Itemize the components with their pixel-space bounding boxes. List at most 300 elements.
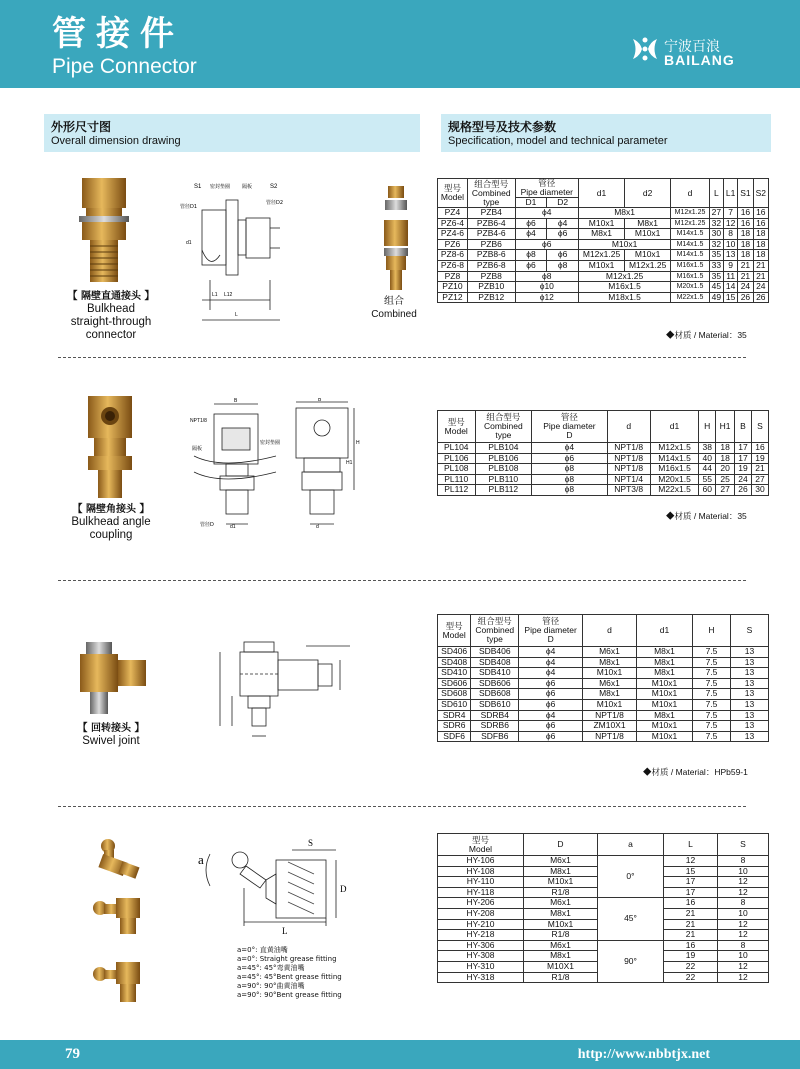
section-divider bbox=[58, 806, 746, 807]
table-cell: M12x1.25 bbox=[671, 208, 710, 219]
table2-header-s: S bbox=[751, 411, 768, 443]
table-cell: SDB410 bbox=[471, 668, 519, 679]
table-row bbox=[438, 940, 769, 951]
table4-header-s: S bbox=[718, 834, 769, 856]
table-cell: 45 bbox=[709, 282, 723, 293]
table-cell: SDB606 bbox=[471, 678, 519, 689]
table-row bbox=[438, 218, 769, 229]
table-cell: 21 bbox=[664, 908, 718, 919]
table-cell: 19 bbox=[751, 453, 768, 464]
table2-header-d1: d1 bbox=[650, 411, 698, 443]
website-link[interactable]: http://www.nbbtjx.net bbox=[577, 1047, 710, 1062]
table-cell: ϕ6 bbox=[515, 218, 547, 229]
right-section-title-en: Specification, model and technical parameter bbox=[448, 135, 668, 147]
table-row bbox=[438, 292, 769, 303]
table-cell: ϕ10 bbox=[515, 282, 578, 293]
table-row bbox=[438, 474, 769, 485]
table-cell: PZB8 bbox=[467, 271, 515, 282]
table-cell: SDB406 bbox=[471, 647, 519, 658]
table-cell: 32 bbox=[709, 239, 723, 250]
table-row bbox=[438, 485, 769, 496]
table-cell: ϕ6 bbox=[519, 731, 583, 742]
table1-header-l1: L1 bbox=[724, 179, 738, 208]
dim-label-seal: 密封垫圈 bbox=[210, 184, 231, 190]
table-cell: M8x1 bbox=[637, 668, 693, 679]
table3-header-d: d bbox=[583, 615, 637, 647]
table-row bbox=[438, 668, 769, 679]
dim-label-l-4: L bbox=[282, 926, 288, 936]
table-cell: 60 bbox=[699, 485, 716, 496]
table-cell: 27 bbox=[709, 208, 723, 219]
table-cell: SDRB4 bbox=[471, 710, 519, 721]
table-cell: HY-208 bbox=[438, 908, 524, 919]
table-cell: SDFB6 bbox=[471, 731, 519, 742]
dim-label-s1: S1 bbox=[194, 184, 202, 190]
dim-label-d-2: d bbox=[316, 524, 319, 530]
table-cell: ϕ4 bbox=[519, 657, 583, 668]
table2-header-combined: 组合型号 Combined type bbox=[475, 411, 532, 443]
table-cell: 7.5 bbox=[693, 678, 731, 689]
table3-header-combined: 组合型号 Combined type bbox=[471, 615, 519, 647]
dim-label-dd1: d1 bbox=[186, 240, 192, 246]
table-cell: M10x1 bbox=[637, 721, 693, 732]
table-cell: ϕ8 bbox=[532, 474, 607, 485]
product2-name-cn: 【 隔壁角接头 】 bbox=[72, 504, 150, 515]
table-cell: M8x1 bbox=[524, 866, 598, 877]
table-cell: 7.5 bbox=[693, 731, 731, 742]
table-cell: 7.5 bbox=[693, 689, 731, 700]
table-cell: 13 bbox=[731, 647, 769, 658]
table-row bbox=[438, 721, 769, 732]
table-cell: 9 bbox=[724, 260, 738, 271]
table-cell: 18 bbox=[753, 250, 768, 261]
table-cell: SDRB6 bbox=[471, 721, 519, 732]
table1-header-s1: S1 bbox=[738, 179, 753, 208]
table-cell: M10x1 bbox=[637, 689, 693, 700]
table-cell: HY-308 bbox=[438, 951, 524, 962]
table-cell: SD606 bbox=[438, 678, 471, 689]
table2-material-note: ◆材质 / Material：35 bbox=[666, 511, 747, 521]
table-cell: 7.5 bbox=[693, 699, 731, 710]
table-cell: NPT1/8 bbox=[607, 464, 650, 475]
table-cell: 8 bbox=[718, 898, 769, 909]
product2-name-en-1: Bulkhead angle bbox=[71, 516, 151, 528]
table-cell: M8x1 bbox=[583, 657, 637, 668]
product1-name-en-1: Bulkhead bbox=[87, 303, 135, 315]
product3-name-cn: 【 回转接头 】 bbox=[77, 723, 145, 734]
table-cell: 32 bbox=[709, 218, 723, 229]
table-cell: 26 bbox=[753, 292, 768, 303]
product2-caption bbox=[56, 503, 166, 542]
table-cell: 21 bbox=[738, 260, 753, 271]
brand-en: BAILANG bbox=[664, 52, 735, 68]
table-cell: PLB108 bbox=[475, 464, 532, 475]
table3-header-model: 型号 Model bbox=[438, 615, 471, 647]
table-row bbox=[438, 464, 769, 475]
table-cell: M8x1 bbox=[524, 951, 598, 962]
table1-header-l: L bbox=[709, 179, 723, 208]
table3-header-pipe: 管径 Pipe diameter D bbox=[519, 615, 583, 647]
table-row bbox=[438, 898, 769, 909]
header-title-cn: 管接件 bbox=[52, 14, 184, 54]
table-cell: PL104 bbox=[438, 443, 476, 454]
table-cell: ϕ8 bbox=[515, 250, 547, 261]
table-cell: ϕ6 bbox=[519, 699, 583, 710]
product3-caption bbox=[56, 722, 166, 748]
table-row bbox=[438, 239, 769, 250]
table1-header-d2: d2 bbox=[625, 179, 671, 208]
table-cell: M20x1.5 bbox=[650, 474, 698, 485]
table-cell: PLB112 bbox=[475, 485, 532, 496]
table-cell: HY-310 bbox=[438, 961, 524, 972]
table-cell: 11 bbox=[724, 271, 738, 282]
table1-header-model: 型号 Model bbox=[438, 179, 468, 208]
dim-label-partition: 隔板 bbox=[242, 184, 253, 190]
table-cell: SDB608 bbox=[471, 689, 519, 700]
right-section-title-cn: 规格型号及技术参数 bbox=[448, 120, 557, 134]
dim-label-s-4: S bbox=[308, 838, 314, 848]
table-cell: M10X1 bbox=[524, 961, 598, 972]
table-cell: ϕ6 bbox=[547, 250, 579, 261]
table-cell: 8 bbox=[718, 940, 769, 951]
combined-cn: 组合 bbox=[384, 296, 404, 307]
note-line: a=45°: 45°Bent grease fitting bbox=[237, 973, 342, 981]
bulkhead-straight-drawing bbox=[180, 180, 290, 330]
table-cell: PL108 bbox=[438, 464, 476, 475]
table-cell: 18 bbox=[738, 250, 753, 261]
note-line: a=45°: 45°弯黄油嘴 bbox=[237, 964, 305, 972]
dim-label-d1: 管径D1 bbox=[180, 204, 198, 210]
table-cell: SDB408 bbox=[471, 657, 519, 668]
table-cell: 18 bbox=[738, 239, 753, 250]
table-row bbox=[438, 260, 769, 271]
table-cell: 26 bbox=[735, 485, 752, 496]
product3-name-en-1: Swivel joint bbox=[82, 735, 140, 747]
grease-fitting-drawing bbox=[196, 830, 356, 942]
table-cell: 24 bbox=[753, 282, 768, 293]
table1-header-d1: d1 bbox=[578, 179, 624, 208]
table1-header-pipe: 管径 Pipe diameter bbox=[515, 179, 578, 198]
bailang-logo-icon bbox=[630, 34, 660, 64]
left-section-header bbox=[44, 114, 420, 152]
spec-table-2 bbox=[437, 410, 769, 496]
table-cell: ϕ6 bbox=[519, 678, 583, 689]
table-cell: M16x1.5 bbox=[671, 260, 710, 271]
table-cell: 25 bbox=[716, 474, 735, 485]
table-cell: PZ4 bbox=[438, 208, 468, 219]
table-cell: 18 bbox=[716, 453, 735, 464]
table-cell: 21 bbox=[664, 930, 718, 941]
table-cell: 7.5 bbox=[693, 668, 731, 679]
table-cell: 49 bbox=[709, 292, 723, 303]
section-divider bbox=[58, 580, 746, 581]
table-cell: HY-118 bbox=[438, 887, 524, 898]
table-cell: 18 bbox=[753, 239, 768, 250]
table4-header-d: D bbox=[524, 834, 598, 856]
note-line: a=90°: 90°Bent grease fitting bbox=[237, 991, 342, 999]
table-cell: 15 bbox=[664, 866, 718, 877]
table-cell: 12 bbox=[718, 930, 769, 941]
table-cell: M8x1 bbox=[583, 689, 637, 700]
table-cell: PZB4-6 bbox=[467, 229, 515, 240]
table-cell: 10 bbox=[724, 239, 738, 250]
combined-connector-photo bbox=[382, 184, 410, 292]
table-cell: ϕ8 bbox=[547, 260, 579, 271]
dim-label-b-side: B bbox=[318, 398, 322, 403]
table-cell: PZB10 bbox=[467, 282, 515, 293]
table-cell: PZB12 bbox=[467, 292, 515, 303]
table-cell: ϕ6 bbox=[547, 229, 579, 240]
table-cell: M22x1.5 bbox=[650, 485, 698, 496]
dim-label-b: B bbox=[234, 398, 238, 404]
table-cell: SDB610 bbox=[471, 699, 519, 710]
table-cell: ϕ4 bbox=[519, 710, 583, 721]
table-row bbox=[438, 731, 769, 742]
table-cell: M6x1 bbox=[524, 898, 598, 909]
table-cell: 21 bbox=[738, 271, 753, 282]
table-cell: NPT1/8 bbox=[607, 443, 650, 454]
table-cell: ϕ6 bbox=[519, 689, 583, 700]
table-cell: NPT1/4 bbox=[607, 474, 650, 485]
table-cell: 22 bbox=[664, 961, 718, 972]
table-cell: M16x1.5 bbox=[650, 464, 698, 475]
table-cell: M12x1.5 bbox=[650, 443, 698, 454]
combined-caption bbox=[362, 295, 426, 321]
table3-header-s: S bbox=[731, 615, 769, 647]
table-cell: 16 bbox=[738, 208, 753, 219]
table-cell: SDR6 bbox=[438, 721, 471, 732]
dim-label-seal-2: 密封垫圈 bbox=[260, 440, 281, 446]
dim-label-l1: L1 bbox=[212, 292, 218, 298]
table-cell: 8 bbox=[724, 229, 738, 240]
dim-label-d1-2: d1 bbox=[230, 524, 236, 530]
table-cell: PZ8-6 bbox=[438, 250, 468, 261]
table-cell: M22x1.5 bbox=[671, 292, 710, 303]
table-cell: ϕ4 bbox=[547, 218, 579, 229]
table-cell: M16x1.5 bbox=[671, 271, 710, 282]
table-cell: SD410 bbox=[438, 668, 471, 679]
table-cell: M14x1.5 bbox=[650, 453, 698, 464]
table1-header-combined: 组合型号 Combined type bbox=[467, 179, 515, 208]
table-cell: 21 bbox=[751, 464, 768, 475]
table-cell: HY-206 bbox=[438, 898, 524, 909]
table-cell: 16 bbox=[753, 208, 768, 219]
table-cell: NPT1/8 bbox=[583, 710, 637, 721]
table-cell: M8x1 bbox=[578, 229, 624, 240]
table-cell: ϕ4 bbox=[515, 229, 547, 240]
table-cell: ϕ6 bbox=[515, 260, 547, 271]
table-cell: ϕ8 bbox=[532, 485, 607, 496]
table-cell: M10x1 bbox=[578, 218, 624, 229]
spec-table-3 bbox=[437, 614, 769, 742]
table-cell: HY-306 bbox=[438, 940, 524, 951]
note-line: a=0°: 直黄油嘴 bbox=[237, 946, 288, 954]
dim-label-l12: L12 bbox=[224, 292, 233, 298]
table-cell: PL110 bbox=[438, 474, 476, 485]
table-cell: 16 bbox=[751, 443, 768, 454]
table-cell: M10x1 bbox=[583, 668, 637, 679]
page-footer bbox=[0, 1040, 800, 1069]
table-cell: PZB4 bbox=[467, 208, 515, 219]
table-cell: PZ8 bbox=[438, 271, 468, 282]
table-cell: M16x1.5 bbox=[578, 282, 670, 293]
table-cell: 13 bbox=[731, 699, 769, 710]
table-cell: 12 bbox=[724, 218, 738, 229]
table-row bbox=[438, 250, 769, 261]
table-cell: 7 bbox=[724, 208, 738, 219]
table-cell: 7.5 bbox=[693, 647, 731, 658]
combined-en: Combined bbox=[371, 309, 417, 320]
product1-caption bbox=[56, 290, 166, 342]
table1-header-d: d bbox=[671, 179, 710, 208]
table-cell: M10x1 bbox=[625, 250, 671, 261]
table-cell: SD408 bbox=[438, 657, 471, 668]
table-cell: M6x1 bbox=[583, 647, 637, 658]
table-cell: 16 bbox=[664, 940, 718, 951]
90-grease-fitting-icon bbox=[93, 962, 140, 1002]
table-cell: PZB6-4 bbox=[467, 218, 515, 229]
table-cell: 13 bbox=[731, 678, 769, 689]
table-cell: 18 bbox=[738, 229, 753, 240]
table-cell: 24 bbox=[735, 474, 752, 485]
table-cell: 44 bbox=[699, 464, 716, 475]
table-row bbox=[438, 229, 769, 240]
bulkhead-straight-connector-photo bbox=[76, 176, 132, 288]
note-line: a=0°: Straight grease fitting bbox=[237, 955, 337, 963]
table-cell: M6x1 bbox=[524, 940, 598, 951]
table-cell: 16 bbox=[753, 218, 768, 229]
table1-header-pipe-d2: D2 bbox=[547, 198, 579, 208]
table-cell: SD406 bbox=[438, 647, 471, 658]
table-cell: 20 bbox=[716, 464, 735, 475]
angle-cell: 45° bbox=[598, 898, 664, 940]
table-cell: M12x1.25 bbox=[625, 260, 671, 271]
table-cell: M10x1 bbox=[637, 699, 693, 710]
table-cell: M12x1.25 bbox=[578, 250, 624, 261]
table-cell: 12 bbox=[718, 972, 769, 983]
table-cell: M6x1 bbox=[524, 856, 598, 867]
table-cell: SDR4 bbox=[438, 710, 471, 721]
table-cell: ZM10X1 bbox=[583, 721, 637, 732]
table-cell: 55 bbox=[699, 474, 716, 485]
table-cell: PZB8-6 bbox=[467, 250, 515, 261]
table3-material-note: ◆材质 / Material：HPb59-1 bbox=[643, 767, 748, 777]
table-row bbox=[438, 453, 769, 464]
table-cell: PZ12 bbox=[438, 292, 468, 303]
table-cell: 26 bbox=[738, 292, 753, 303]
spec-table-1 bbox=[437, 178, 769, 303]
table-cell: 13 bbox=[731, 668, 769, 679]
table-cell: M8x1 bbox=[637, 710, 693, 721]
table-cell: ϕ6 bbox=[515, 239, 578, 250]
table-cell: M12x1.25 bbox=[671, 218, 710, 229]
table-cell: 13 bbox=[731, 657, 769, 668]
table-cell: PZB6 bbox=[467, 239, 515, 250]
right-section-header bbox=[441, 114, 771, 152]
table-cell: M14x1.5 bbox=[671, 229, 710, 240]
table-cell: 17 bbox=[664, 887, 718, 898]
dim-label-h1: H1 bbox=[346, 460, 353, 466]
table-cell: 17 bbox=[735, 443, 752, 454]
table-cell: HY-106 bbox=[438, 856, 524, 867]
table-cell: SD608 bbox=[438, 689, 471, 700]
table2-header-pipe: 管径 Pipe diameter D bbox=[532, 411, 607, 443]
table-cell: 14 bbox=[724, 282, 738, 293]
table-cell: PZ6-4 bbox=[438, 218, 468, 229]
dim-label-partition-2: 隔板 bbox=[192, 446, 203, 452]
bulkhead-angle-drawing bbox=[186, 398, 362, 536]
table-cell: NPT1/8 bbox=[583, 731, 637, 742]
table2-header-h: H bbox=[699, 411, 716, 443]
product1-name-en-2: straight-through bbox=[70, 316, 152, 328]
table-cell: M14x1.5 bbox=[671, 239, 710, 250]
table-cell: M8x1 bbox=[524, 908, 598, 919]
table-cell: ϕ8 bbox=[532, 464, 607, 475]
table-cell: M20x1.5 bbox=[671, 282, 710, 293]
table-cell: R1/8 bbox=[524, 887, 598, 898]
table-cell: PZ6-8 bbox=[438, 260, 468, 271]
table-cell: 15 bbox=[724, 292, 738, 303]
table-cell: 10 bbox=[718, 866, 769, 877]
table-cell: HY-108 bbox=[438, 866, 524, 877]
brand-logo bbox=[630, 32, 780, 76]
table-cell: 27 bbox=[751, 474, 768, 485]
table-cell: HY-110 bbox=[438, 877, 524, 888]
table-cell: 13 bbox=[731, 710, 769, 721]
table-cell: HY-218 bbox=[438, 930, 524, 941]
angle-cell: 0° bbox=[598, 856, 664, 898]
table-cell: 13 bbox=[731, 689, 769, 700]
table-row bbox=[438, 208, 769, 219]
table-cell: PLB110 bbox=[475, 474, 532, 485]
table-cell: 24 bbox=[738, 282, 753, 293]
table4-header-model: 型号 Model bbox=[438, 834, 524, 856]
table-cell: 40 bbox=[699, 453, 716, 464]
page-number: 79 bbox=[65, 1046, 80, 1062]
dim-label-a-4: a bbox=[198, 852, 204, 867]
table-cell: 30 bbox=[709, 229, 723, 240]
angle-cell: 90° bbox=[598, 940, 664, 982]
table-cell: HY-318 bbox=[438, 972, 524, 983]
table-cell: 12 bbox=[718, 919, 769, 930]
page-header bbox=[0, 0, 800, 88]
table-cell: M10x1 bbox=[524, 919, 598, 930]
table-cell: ϕ4 bbox=[519, 647, 583, 658]
table-cell: SD610 bbox=[438, 699, 471, 710]
table-cell: PZ4-6 bbox=[438, 229, 468, 240]
table4-header-l: L bbox=[664, 834, 718, 856]
table-cell: 19 bbox=[735, 464, 752, 475]
table-cell: ϕ4 bbox=[515, 208, 578, 219]
table-cell: M18x1.5 bbox=[578, 292, 670, 303]
table-row bbox=[438, 856, 769, 867]
left-section-title-en: Overall dimension drawing bbox=[51, 135, 181, 147]
table-cell: PZB6-8 bbox=[467, 260, 515, 271]
table-cell: 10 bbox=[718, 951, 769, 962]
note-line: a=90°: 90°曲黄油嘴 bbox=[237, 982, 305, 990]
table-cell: 16 bbox=[664, 898, 718, 909]
table-cell: M10x1 bbox=[578, 239, 670, 250]
table-cell: 13 bbox=[724, 250, 738, 261]
dim-label-l: L bbox=[235, 312, 238, 318]
table-cell: PLB104 bbox=[475, 443, 532, 454]
table2-header-model: 型号 Model bbox=[438, 411, 476, 443]
table-cell: 35 bbox=[709, 250, 723, 261]
table-cell: 7.5 bbox=[693, 710, 731, 721]
dim-label-pipe-d: 管径D bbox=[200, 522, 214, 528]
table-cell: 7.5 bbox=[693, 657, 731, 668]
table-cell: 38 bbox=[699, 443, 716, 454]
